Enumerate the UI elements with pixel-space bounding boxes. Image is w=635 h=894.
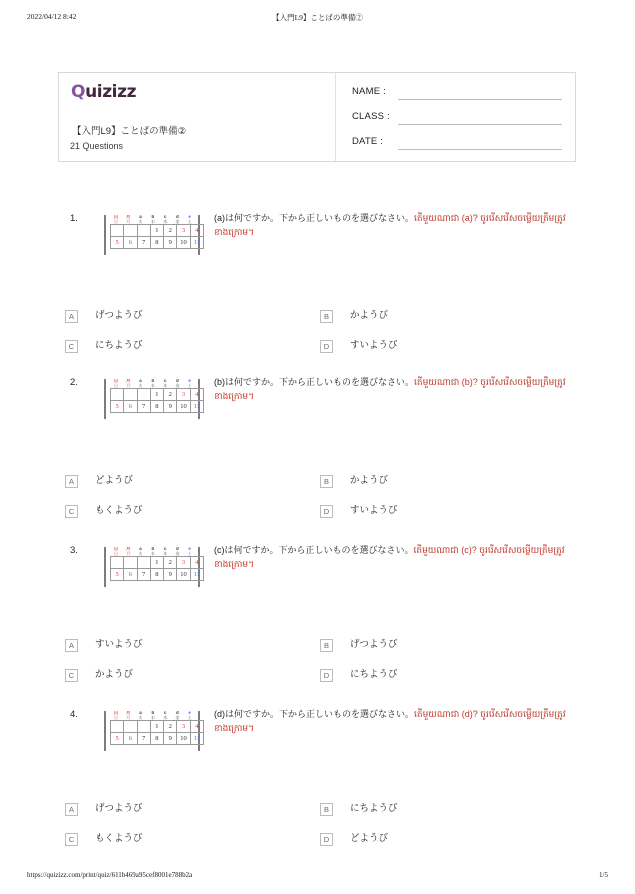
- calendar-day-marker: 月: [126, 379, 131, 383]
- calendar-day-header: [110, 379, 122, 388]
- calendar-week-row: [111, 721, 204, 733]
- answer-choice-letter[interactable]: D: [320, 669, 333, 682]
- calendar-day-marker: b: [151, 215, 155, 219]
- calendar-date-cell: 9: [164, 733, 177, 745]
- quizizz-logo-q: Q: [71, 82, 86, 102]
- calendar-day-of-week: 日: [114, 714, 118, 720]
- calendar-day-of-week: 月: [126, 382, 131, 388]
- calendar-date-cell: [124, 721, 137, 733]
- calendar-day-of-week: 月: [126, 550, 131, 556]
- calendar-date-cell: 10: [177, 237, 190, 249]
- calendar-date-cell: 8: [150, 237, 163, 249]
- calendar-date-cell: 7: [137, 401, 150, 413]
- answer-choice-letter[interactable]: D: [320, 833, 333, 846]
- answer-choice-letter[interactable]: C: [65, 833, 78, 846]
- calendar-day-marker: b: [151, 547, 155, 551]
- calendar-day-of-week: 木: [163, 550, 168, 556]
- calendar-date-cell: 1: [150, 557, 163, 569]
- calendar-day-of-week: 木: [163, 714, 168, 720]
- calendar-date-cell: [137, 389, 150, 401]
- calendar-day-of-week: 火: [138, 218, 143, 224]
- calendar-day-header: [171, 215, 183, 224]
- calendar-day-marker: a: [139, 379, 142, 383]
- calendar-day-marker: e: [188, 547, 191, 551]
- calendar-day-of-week: 日: [114, 382, 118, 388]
- calendar-day-header: [159, 547, 171, 556]
- calendar-day-marker: d: [176, 215, 179, 219]
- calendar-header-row: [110, 711, 196, 720]
- calendar-day-marker: a: [139, 711, 142, 715]
- calendar-left-edge: [104, 711, 106, 751]
- calendar-header-row: [110, 547, 196, 556]
- class-input[interactable]: [398, 109, 562, 123]
- answer-choice-text: にちようび: [95, 340, 143, 351]
- answer-choice-letter[interactable]: C: [65, 340, 78, 353]
- name-field-row: [352, 84, 564, 106]
- calendar-date-cell: 4: [190, 721, 203, 733]
- question-number: 4.: [70, 709, 78, 720]
- calendar-date-cell: [137, 557, 150, 569]
- class-field-underline: [398, 124, 562, 125]
- answer-choice-letter[interactable]: A: [65, 803, 78, 816]
- quiz-title-card: [58, 72, 576, 162]
- calendar-week-row: [111, 733, 204, 745]
- calendar-day-marker: a: [139, 215, 142, 219]
- calendar-date-cell: [124, 557, 137, 569]
- calendar-day-marker: 月: [126, 547, 131, 551]
- calendar-date-cell: 7: [137, 237, 150, 249]
- print-footer: [0, 871, 635, 883]
- calendar-day-marker: 日: [113, 379, 119, 383]
- quizizz-logo-text: uizizz: [85, 82, 137, 102]
- calendar-day-of-week: 日: [114, 218, 118, 224]
- date-field-row: [352, 134, 564, 156]
- calendar-header-row: [110, 215, 196, 224]
- calendar-day-of-week: 土: [187, 218, 192, 224]
- class-field-row: [352, 109, 564, 131]
- answer-choice-letter[interactable]: A: [65, 310, 78, 323]
- calendar-day-header: [159, 215, 171, 224]
- calendar-date-cell: [111, 389, 124, 401]
- calendar-day-marker: e: [188, 215, 191, 219]
- calendar-week-row: [111, 237, 204, 249]
- calendar-date-cell: 11: [190, 733, 203, 745]
- question-text: [214, 707, 566, 736]
- calendar-day-of-week: 金: [175, 382, 180, 388]
- answer-choice-text: かようび: [350, 475, 389, 486]
- calendar-day-of-week: 土: [187, 550, 192, 556]
- calendar-day-of-week: 水: [150, 382, 155, 388]
- calendar-date-cell: 5: [111, 401, 124, 413]
- calendar-date-cell: 11: [190, 237, 203, 249]
- calendar-date-cell: 6: [124, 237, 137, 249]
- answer-choice-text: げつようび: [95, 310, 143, 321]
- calendar-date-cell: 9: [164, 569, 177, 581]
- calendar-date-cell: 7: [137, 733, 150, 745]
- calendar-day-marker: c: [163, 711, 167, 715]
- calendar-date-cell: 4: [190, 389, 203, 401]
- calendar-day-header: [184, 711, 196, 720]
- question-text: [214, 375, 566, 404]
- question-text-japanese: (c)は何ですか。下から正しいものを選びなさい。: [214, 545, 414, 555]
- calendar-day-of-week: 水: [150, 550, 155, 556]
- calendar-week-row: [111, 389, 204, 401]
- answer-choice-text: すいようび: [350, 340, 398, 351]
- calendar-day-header: [122, 711, 134, 720]
- calendar-day-marker: 月: [126, 711, 131, 715]
- name-input[interactable]: [398, 84, 562, 98]
- calendar-day-of-week: 火: [138, 714, 143, 720]
- calendar-date-cell: 5: [111, 237, 124, 249]
- calendar-day-marker: b: [151, 711, 155, 715]
- calendar-date-cell: 8: [150, 733, 163, 745]
- calendar-date-cell: 2: [164, 225, 177, 237]
- calendar-date-cell: 9: [164, 237, 177, 249]
- calendar-day-of-week: 月: [126, 714, 131, 720]
- answer-choice-letter[interactable]: A: [65, 639, 78, 652]
- calendar-day-header: [159, 379, 171, 388]
- answer-choice-letter[interactable]: D: [320, 505, 333, 518]
- answer-choice-text: げつようび: [350, 639, 398, 650]
- print-header: [0, 12, 635, 26]
- calendar-date-cell: 4: [190, 225, 203, 237]
- calendar-day-of-week: 水: [150, 218, 155, 224]
- answer-choice-letter[interactable]: A: [65, 475, 78, 488]
- question-image: [100, 711, 204, 751]
- quiz-info-panel: [59, 73, 335, 161]
- calendar-date-cell: [137, 225, 150, 237]
- calendar-date-cell: 10: [177, 733, 190, 745]
- calendar-day-marker: e: [188, 379, 191, 383]
- calendar-day-marker: 日: [113, 215, 119, 219]
- question-text: [214, 211, 566, 240]
- calendar-day-header: [159, 711, 171, 720]
- question-number: 3.: [70, 545, 78, 556]
- calendar-day-header: [110, 547, 122, 556]
- quiz-question-count: 21 Questions: [70, 141, 124, 151]
- answer-choice-text: もくようび: [95, 505, 143, 516]
- calendar-day-of-week: 木: [163, 218, 168, 224]
- question-number: 2.: [70, 377, 78, 388]
- calendar-day-header: [135, 547, 147, 556]
- date-input[interactable]: [398, 134, 562, 148]
- calendar-day-of-week: 日: [114, 550, 118, 556]
- calendar-day-marker: c: [163, 379, 167, 383]
- question-text-khmer: តើមួយណាជា (c)? ចូររើសរើសចម្លើយត្រឹមត្រូវខាងក្រោម។: [214, 545, 565, 570]
- quiz-name: 【入門L9】ことばの準備②: [72, 126, 187, 137]
- print-header-title: 【入門L9】ことばの準備②: [272, 13, 363, 22]
- calendar-day-of-week: 土: [187, 382, 192, 388]
- calendar-date-cell: [111, 557, 124, 569]
- calendar-day-marker: d: [176, 547, 179, 551]
- calendar-grid: [110, 720, 204, 745]
- calendar-day-header: [147, 215, 159, 224]
- calendar-day-header: [184, 547, 196, 556]
- calendar-date-cell: 2: [164, 557, 177, 569]
- answer-choice-letter[interactable]: B: [320, 310, 333, 323]
- calendar-date-cell: 10: [177, 569, 190, 581]
- question-text-khmer: តើមួយណាជា (b)? ចូររើសរើសចម្លើយត្រឹមត្រូវខាងក្រោម។: [214, 377, 566, 402]
- calendar-image: [100, 379, 204, 419]
- question-text-khmer: តើមួយណាជា (d)? ចូររើសរើសចម្លើយត្រឹមត្រូវខាងក្រោម។: [214, 709, 566, 734]
- answer-choice-text: かようび: [350, 310, 389, 321]
- answer-choice-letter[interactable]: B: [320, 639, 333, 652]
- calendar-date-cell: 8: [150, 401, 163, 413]
- answer-choice-text: かようび: [95, 669, 134, 680]
- student-info-panel: [336, 73, 576, 161]
- question-text-japanese: (b)は何ですか。下から正しいものを選びなさい。: [214, 377, 415, 387]
- answer-choice-letter[interactable]: B: [320, 803, 333, 816]
- calendar-grid: [110, 556, 204, 581]
- question-number: 1.: [70, 213, 78, 224]
- calendar-date-cell: 9: [164, 401, 177, 413]
- calendar-image: [100, 215, 204, 255]
- calendar-date-cell: 11: [190, 401, 203, 413]
- calendar-date-cell: [111, 225, 124, 237]
- calendar-day-of-week: 火: [138, 550, 143, 556]
- calendar-date-cell: [111, 721, 124, 733]
- calendar-day-header: [122, 215, 134, 224]
- calendar-day-of-week: 土: [187, 714, 192, 720]
- calendar-date-cell: 3: [177, 389, 190, 401]
- calendar-left-edge: [104, 547, 106, 587]
- calendar-day-marker: 日: [113, 711, 119, 715]
- calendar-date-cell: 1: [150, 225, 163, 237]
- calendar-date-cell: 10: [177, 401, 190, 413]
- calendar-date-cell: 5: [111, 733, 124, 745]
- calendar-left-edge: [104, 379, 106, 419]
- answer-choice-text: にちようび: [350, 803, 398, 814]
- calendar-date-cell: 4: [190, 557, 203, 569]
- name-label: NAME :: [352, 86, 386, 97]
- question-text-japanese: (d)は何ですか。下から正しいものを選びなさい。: [214, 709, 415, 719]
- calendar-day-of-week: 火: [138, 382, 143, 388]
- calendar-date-cell: [137, 721, 150, 733]
- print-footer-page: 1/5: [599, 871, 608, 879]
- calendar-image: [100, 711, 204, 751]
- calendar-day-header: [147, 711, 159, 720]
- calendar-day-marker: e: [188, 711, 191, 715]
- calendar-day-header: [135, 711, 147, 720]
- class-label: CLASS :: [352, 111, 390, 122]
- print-header-date: 2022/04/12 8:42: [27, 12, 77, 21]
- calendar-header-row: [110, 379, 196, 388]
- calendar-date-cell: [124, 389, 137, 401]
- calendar-day-marker: c: [163, 215, 167, 219]
- question-image: [100, 547, 204, 587]
- calendar-day-header: [147, 547, 159, 556]
- calendar-day-marker: 日: [113, 547, 119, 551]
- answer-choice-text: にちようび: [350, 669, 398, 680]
- calendar-day-of-week: 金: [175, 218, 180, 224]
- calendar-day-marker: a: [139, 547, 142, 551]
- calendar-day-header: [171, 711, 183, 720]
- calendar-day-marker: c: [163, 547, 167, 551]
- answer-choice-letter[interactable]: C: [65, 669, 78, 682]
- calendar-date-cell: [124, 225, 137, 237]
- calendar-left-edge: [104, 215, 106, 255]
- calendar-date-cell: 2: [164, 721, 177, 733]
- calendar-day-header: [171, 547, 183, 556]
- calendar-date-cell: 3: [177, 721, 190, 733]
- calendar-day-marker: b: [151, 379, 155, 383]
- answer-choice-text: もくようび: [95, 833, 143, 844]
- calendar-date-cell: 7: [137, 569, 150, 581]
- answer-choice-text: どようび: [95, 475, 134, 486]
- calendar-day-of-week: 木: [163, 382, 168, 388]
- answer-choice-letter[interactable]: D: [320, 340, 333, 353]
- quizizz-logo: [71, 84, 136, 101]
- answer-choice-letter[interactable]: C: [65, 505, 78, 518]
- question-text: [214, 543, 566, 572]
- calendar-day-header: [135, 215, 147, 224]
- name-field-underline: [398, 99, 562, 100]
- calendar-day-header: [122, 379, 134, 388]
- calendar-date-cell: 1: [150, 721, 163, 733]
- calendar-week-row: [111, 225, 204, 237]
- date-label: DATE :: [352, 136, 384, 147]
- calendar-week-row: [111, 557, 204, 569]
- question-text-japanese: (a)は何ですか。下から正しいものを選びなさい。: [214, 213, 415, 223]
- calendar-day-header: [171, 379, 183, 388]
- calendar-day-header: [184, 215, 196, 224]
- calendar-day-of-week: 金: [175, 550, 180, 556]
- calendar-date-cell: 2: [164, 389, 177, 401]
- calendar-day-of-week: 月: [126, 218, 131, 224]
- print-footer-url: https://quizizz.com/print/quiz/611b469a95cef8001e788b2a: [27, 871, 193, 879]
- answer-choice-text: どようび: [350, 833, 389, 844]
- calendar-week-row: [111, 569, 204, 581]
- answer-choice-text: げつようび: [95, 803, 143, 814]
- calendar-grid: [110, 388, 204, 413]
- calendar-day-of-week: 水: [150, 714, 155, 720]
- calendar-day-marker: d: [176, 379, 179, 383]
- calendar-grid: [110, 224, 204, 249]
- calendar-date-cell: 6: [124, 569, 137, 581]
- calendar-day-header: [147, 379, 159, 388]
- calendar-date-cell: 8: [150, 569, 163, 581]
- calendar-day-header: [122, 547, 134, 556]
- calendar-date-cell: 6: [124, 733, 137, 745]
- calendar-day-header: [110, 215, 122, 224]
- date-field-underline: [398, 149, 562, 150]
- calendar-date-cell: 5: [111, 569, 124, 581]
- calendar-date-cell: 3: [177, 225, 190, 237]
- calendar-image: [100, 547, 204, 587]
- answer-choice-letter[interactable]: B: [320, 475, 333, 488]
- answer-choice-text: すいようび: [95, 639, 143, 650]
- calendar-day-header: [110, 711, 122, 720]
- calendar-date-cell: 11: [190, 569, 203, 581]
- calendar-date-cell: 1: [150, 389, 163, 401]
- calendar-day-header: [184, 379, 196, 388]
- question-image: [100, 215, 204, 255]
- question-text-khmer: តើមួយណាជា (a)? ចូររើសរើសចម្លើយត្រឹមត្រូវខាងក្រោម។: [214, 213, 566, 238]
- calendar-day-header: [135, 379, 147, 388]
- calendar-day-of-week: 金: [175, 714, 180, 720]
- question-image: [100, 379, 204, 419]
- calendar-date-cell: 6: [124, 401, 137, 413]
- calendar-day-marker: 月: [126, 215, 131, 219]
- answer-choice-text: すいようび: [350, 505, 398, 516]
- calendar-date-cell: 3: [177, 557, 190, 569]
- calendar-day-marker: d: [176, 711, 179, 715]
- calendar-week-row: [111, 401, 204, 413]
